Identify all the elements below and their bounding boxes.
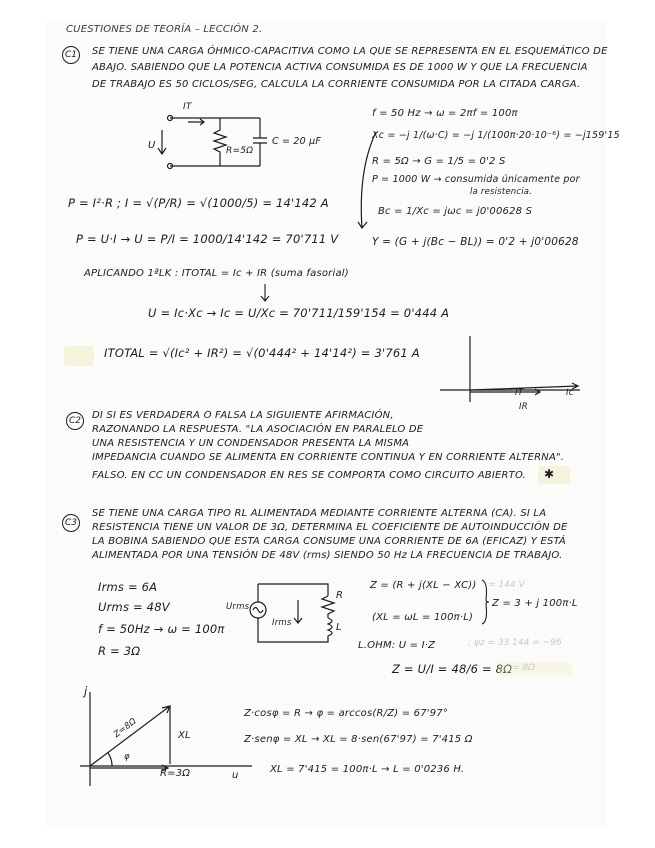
c1-calc-ic: U = Ic·Xc → Ic = U/Xc = 70'711/159'154 = 0'444 A bbox=[148, 306, 450, 320]
c1-calc-susceptance: Bc = 1/Xc = jωc = j0'00628 S bbox=[378, 206, 533, 217]
c1-calc-power: P = 1000 W → consumida únicamente por bbox=[372, 174, 580, 185]
c3-circuit-diagram bbox=[238, 578, 348, 648]
c1-statement-line-3: DE TRABAJO ES 50 CICLOS/SEG, CALCULA LA CORRIENTE CONSUMIDA POR LA CITADA CARGA. bbox=[92, 79, 581, 90]
c2-statement-line-4: IMPEDANCIA CUANDO SE ALIMENTA EN CORRIENTE CONTINUA Y EN CORRIENTE ALTERNA". bbox=[92, 452, 565, 463]
c1-calc-frequency: f = 50 Hz → ω = 2πf = 100π bbox=[372, 108, 518, 119]
c3-hyp-label: Z=8Ω bbox=[112, 716, 139, 740]
c3-source-label: Urms bbox=[226, 602, 250, 612]
c3-calc-impedance: Z = (R + j(XL − XC)) bbox=[370, 580, 477, 591]
c1-phasor-it-label: IT bbox=[515, 388, 524, 398]
c1-calc-admittance: Y = (G + j(Bc − BL)) = 0'2 + j0'00628 bbox=[372, 236, 579, 248]
c1-capacitor-label: C = 20 μF bbox=[272, 136, 322, 147]
c3-calc-xl-value: Z·senφ = XL → XL = 8·sen(67'97) = 7'415 Ω bbox=[244, 734, 473, 745]
c2-badge: C2 bbox=[66, 412, 84, 430]
highlight-mark bbox=[64, 346, 94, 366]
c1-badge: C1 bbox=[62, 46, 80, 64]
c1-calc-power-note: la resistencia. bbox=[470, 187, 533, 197]
c3-statement-line-2: RESISTENCIA TIENE UN VALOR DE 3Ω, DETERMINA EL COEFICIENTE DE AUTOINDUCCIÓN DE bbox=[92, 522, 568, 533]
c2-statement-line-3: UNA RESISTENCIA Y UN CONDENSADOR PRESENTA LA MISMA bbox=[92, 438, 410, 449]
c1-calc-current: P = I²·R ; I = √(P/R) = √(1000/5) = 14'142 A bbox=[68, 196, 329, 210]
c3-angle-label: φ bbox=[124, 752, 130, 762]
page-title: CUESTIONES DE TEORÍA – LECCIÓN 2. bbox=[66, 24, 263, 35]
c3-current-label: Irms bbox=[272, 618, 292, 628]
c3-r-label: R bbox=[336, 590, 344, 601]
c3-l-label: L bbox=[336, 622, 342, 633]
c3-leg-xl-label: XL bbox=[178, 730, 191, 741]
star-icon: ✱ bbox=[544, 467, 555, 481]
c3-badge: C3 bbox=[62, 514, 80, 532]
c2-statement-line-1: DI SI ES VERDADERA O FALSA LA SIGUIENTE AFIRMACIÓN, bbox=[92, 410, 394, 421]
c1-phasor-diagram bbox=[440, 330, 590, 410]
c1-voltage-label: U bbox=[148, 140, 156, 151]
c3-given-irms: Irms = 6A bbox=[98, 580, 158, 594]
c3-given-urms: Urms = 48V bbox=[98, 600, 170, 614]
c3-given-resistance: R = 3Ω bbox=[98, 644, 141, 658]
c3-calc-angle: Z·cosφ = R → φ = arccos(R/Z) = 67'97° bbox=[244, 708, 449, 719]
c1-resistor-label: R=5Ω bbox=[226, 146, 254, 156]
c3-axis-u-label: u bbox=[232, 770, 239, 781]
c3-ghost-text-2: ; ψz = 33 144 = −96 bbox=[468, 638, 562, 648]
c1-statement-line-1: SE TIENE UNA CARGA ÓHMICO-CAPACITIVA COMO LA QUE SE REPRESENTA EN EL ESQUEMÁTICO DE bbox=[92, 46, 608, 57]
c3-leg-r-label: R=3Ω bbox=[160, 768, 191, 779]
c1-calc-xc: Xc = −j 1/(ω·C) = −j 1/(100π·20·10⁻⁶) = −j159'15 bbox=[372, 130, 620, 141]
c1-statement-line-2: ABAJO. SABIENDO QUE LA POTENCIA ACTIVA CONSUMIDA ES DE 1000 W Y QUE LA FRECUENCIA bbox=[92, 62, 588, 73]
c3-calc-inductance: XL = 7'415 = 100π·L → L = 0'0236 H. bbox=[270, 764, 465, 775]
c1-phasor-ir-label: IR bbox=[519, 402, 528, 412]
c3-statement-line-1: SE TIENE UNA CARGA TIPO RL ALIMENTADA MEDIANTE CORRIENTE ALTERNA (CA). SI LA bbox=[92, 508, 547, 519]
c3-ghost-text-1: = 144 V bbox=[488, 580, 525, 590]
c1-phasor-ic-label: Ic bbox=[566, 388, 574, 398]
c1-brace bbox=[352, 130, 382, 230]
c2-statement-line-2: RAZONANDO LA RESPUESTA. "LA ASOCIACIÓN EN PARALELO DE bbox=[92, 424, 424, 435]
c3-brace bbox=[480, 578, 490, 626]
c3-calc-ohm-law: L.OHM: U = I·Z bbox=[358, 640, 436, 651]
c1-calc-kirchhoff: APLICANDO 1ªLK : ITOTAL = Ic + IR (suma fasorial) bbox=[84, 268, 349, 279]
c2-answer: FALSO. EN CC UN CONDENSADOR EN RES SE COMPORTA COMO CIRCUITO ABIERTO. bbox=[92, 470, 527, 481]
c3-axis-j-label: j bbox=[84, 684, 88, 698]
c3-statement-line-4: ALIMENTADA POR UNA TENSIÓN DE 48V (rms) SIENDO 50 Hz LA FRECUENCIA DE TRABAJO. bbox=[92, 550, 563, 561]
c1-calc-itotal: ITOTAL = √(Ic² + IR²) = √(0'444² + 14'14²) = 3'761 A bbox=[104, 346, 420, 360]
c3-statement-line-3: LA BOBINA SABIENDO QUE ESTA CARGA CONSUME UNA CORRIENTE DE 6A (EFICAZ) Y ESTÁ bbox=[92, 536, 566, 547]
c3-calc-z-value: Z = U/I = 48/6 = 8Ω bbox=[392, 662, 513, 676]
c3-given-frequency: f = 50Hz → ω = 100π bbox=[98, 622, 225, 636]
c1-calc-conductance: R = 5Ω → G = 1/5 = 0'2 S bbox=[372, 156, 506, 167]
c3-calc-impedance-result: Z = 3 + j 100π·L bbox=[492, 598, 578, 609]
c1-down-arrow bbox=[260, 284, 270, 304]
c3-ghost-text-3: = 8Ω bbox=[512, 663, 536, 673]
c1-calc-voltage: P = U·I → U = P/I = 1000/14'142 = 70'711 V bbox=[76, 232, 339, 246]
c3-calc-xl: (XL = ωL = 100π·L) bbox=[372, 612, 474, 623]
c1-current-label: IT bbox=[183, 102, 192, 112]
